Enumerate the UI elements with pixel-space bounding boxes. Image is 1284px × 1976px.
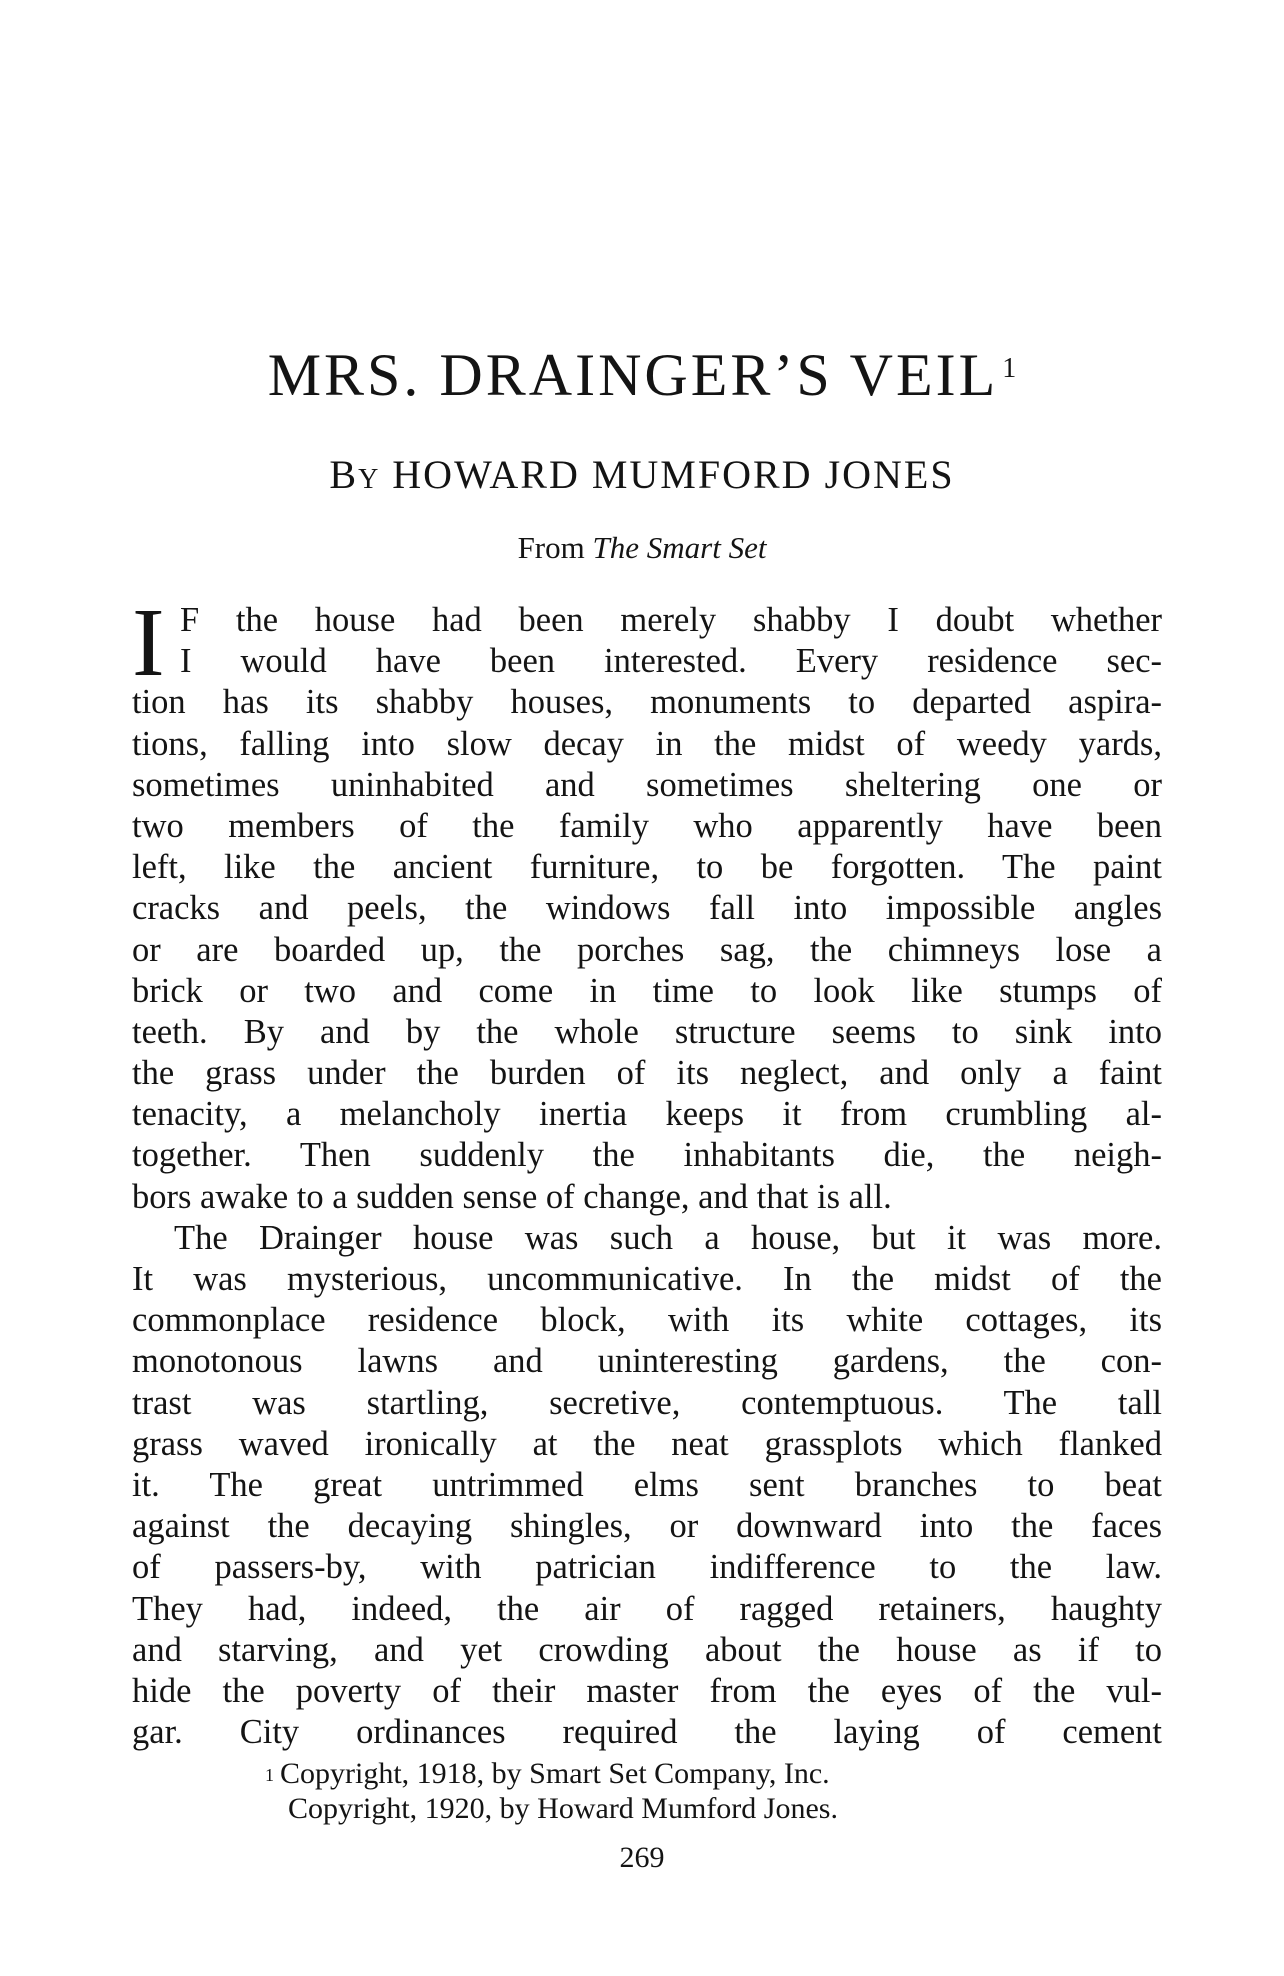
body-line: brick or two and come in time to look like stumps of	[132, 971, 1162, 1010]
body-line: sometimes uninhabited and sometimes sheltering one or	[132, 765, 1162, 804]
drop-cap: I	[132, 589, 165, 697]
body-line: it. The great untrimmed elms sent branches to beat	[132, 1465, 1162, 1504]
body-line: commonplace residence block, with its white cottages, its	[132, 1301, 1162, 1340]
article-body	[132, 589, 1162, 1753]
article-title-text: MRS. DRAINGER’S VEIL	[267, 342, 999, 408]
body-line: left, like the ancient furniture, to be forgotten. The paint	[132, 848, 1162, 887]
body-line: The Drainger house was such a house, but it was more.	[174, 1218, 1162, 1257]
body-line: It was mysterious, uncommunicative. In the midst of the	[132, 1260, 1162, 1298]
source-prefix: From	[517, 530, 585, 565]
body-line: hide the poverty of their master from the eyes of the vul-	[132, 1671, 1162, 1710]
body-line: or are boarded up, the porches sag, the chimneys lose a	[132, 930, 1162, 969]
body-line: I would have been interested. Every residence sec-	[180, 642, 1162, 681]
page-number: 269	[619, 1841, 665, 1874]
body-line: cracks and peels, the windows fall into impossible angles	[132, 889, 1162, 928]
body-line: teeth. By and by the whole structure seems to sink into	[132, 1012, 1162, 1051]
body-line: two members of the family who apparently have been	[132, 806, 1162, 845]
body-line: trast was startling, secretive, contemptuous. The tall	[132, 1383, 1162, 1422]
byline	[0, 450, 1284, 500]
title-footnote-mark: 1	[1002, 353, 1017, 384]
source-line	[0, 528, 1284, 568]
article-title	[0, 340, 1284, 410]
body-line: of passers-by, with patrician indifference to the law.	[132, 1548, 1162, 1587]
body-line: tenacity, a melancholy inertia keeps it from crumbling al-	[132, 1095, 1162, 1134]
body-line: They had, indeed, the air of ragged retainers, haughty	[132, 1589, 1162, 1628]
body-line: against the decaying shingles, or downward into the faces	[132, 1507, 1162, 1546]
body-line: gar. City ordinances required the laying of cement	[132, 1713, 1162, 1752]
author-name: HOWARD MUMFORD JONES	[392, 452, 955, 497]
body-line: tions, falling into slow decay in the midst of weedy yards,	[132, 724, 1162, 763]
body-line: together. Then suddenly the inhabitants die, the neigh-	[132, 1136, 1162, 1175]
body-line: the grass under the burden of its neglect, and only a faint	[132, 1054, 1162, 1093]
footnote-text: Copyright, 1918, by Smart Set Company, Inc.	[280, 1757, 830, 1790]
body-line: F the house had been merely shabby I doubt whether	[180, 601, 1162, 639]
footnote-line	[265, 1756, 830, 1791]
body-line: tion has its shabby houses, monuments to departed aspira-	[132, 683, 1162, 722]
footnote-mark: 1	[265, 1765, 274, 1785]
byline-prefix: By	[329, 452, 381, 497]
body-line: grass waved ironically at the neat grassplots which flanked	[132, 1424, 1162, 1463]
body-line: bors awake to a sudden sense of change, and that is all.	[132, 1177, 892, 1216]
body-line: monotonous lawns and uninteresting gardens, the con-	[132, 1342, 1162, 1381]
source-magazine: The Smart Set	[592, 530, 767, 565]
body-line: and starving, and yet crowding about the house as if to	[132, 1630, 1162, 1669]
footnote-line: Copyright, 1920, by Howard Mumford Jones.	[288, 1792, 838, 1825]
